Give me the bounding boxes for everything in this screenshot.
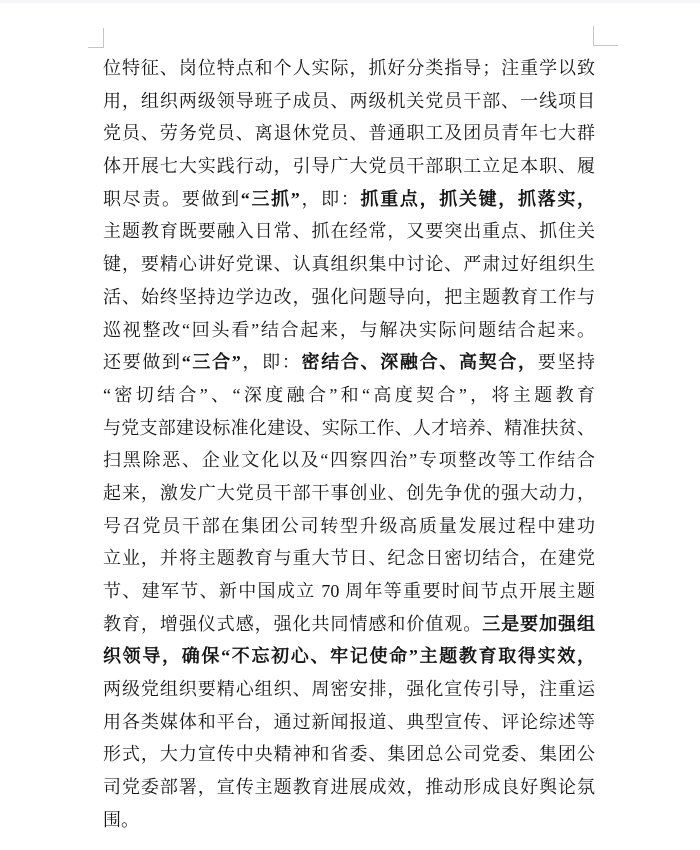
text-segment: 用，组织两级领导班子成员、两级机关党员干部、一线项目 xyxy=(103,90,595,111)
text-line xyxy=(103,281,595,314)
text-segment: 司党委部署，宣传主题教育进展成效，推动形成良好舆论氛 xyxy=(103,777,595,798)
text-segment: ，即： xyxy=(240,352,302,373)
text-segment: 号召党员干部在集团公司转型升级高质量发展过程中建功 xyxy=(103,515,595,536)
text-segment: 党员、劳务党员、离退休党员、普通职工及团员青年七大群 xyxy=(103,123,595,144)
text-segment: 体开展七大实践行动，引导广大党员干部职工立足本职、履 xyxy=(103,156,595,177)
text-line xyxy=(103,673,595,706)
text-line xyxy=(103,706,595,739)
text-segment: 围。 xyxy=(103,809,139,830)
text-segment: ，即： xyxy=(299,188,361,209)
text-segment-bold: “三合” xyxy=(181,352,241,373)
document-text[interactable] xyxy=(103,52,595,837)
text-segment-bold: 抓重点，抓关键，抓落实， xyxy=(360,188,596,209)
text-line xyxy=(103,117,595,150)
text-line xyxy=(103,150,595,183)
text-segment: 教育，增强仪式感，强化共同情感和价值观。 xyxy=(103,613,483,634)
text-line xyxy=(103,314,595,347)
text-line xyxy=(103,738,595,771)
text-line xyxy=(103,379,595,412)
text-segment: “密切结合”、“深度融合”和“高度契合”，将主题教育 xyxy=(103,384,595,405)
text-segment: 节、建军节、新中国成立 70 周年等重要时间节点开展主题 xyxy=(103,581,595,601)
text-segment: 主题教育既要融入日常、抓在经常，又要突出重点、抓住关 xyxy=(103,221,595,242)
text-segment: 活、始终坚持边学边改，强化问题导向，把主题教育工作与 xyxy=(103,286,595,307)
text-segment: 还要做到 xyxy=(103,352,182,373)
text-line xyxy=(103,52,595,85)
text-line xyxy=(103,215,595,248)
text-line xyxy=(103,510,595,543)
text-segment: 巡视整改“回头看”结合起来，与解决实际问题结合起来。 xyxy=(103,319,595,340)
window-top-edge xyxy=(0,0,700,3)
text-line xyxy=(103,771,595,804)
text-segment: 要坚持 xyxy=(537,352,596,373)
text-line xyxy=(103,346,595,379)
text-segment: 形式，大力宣传中央精神和省委、集团总公司党委、集团公 xyxy=(103,744,595,765)
text-segment-bold: 三是要加强组 xyxy=(482,613,596,634)
text-line xyxy=(103,542,595,575)
text-segment: 位特征、岗位特点和个人实际，抓好分类指导；注重学以致 xyxy=(103,58,595,78)
text-line xyxy=(103,477,595,510)
text-segment: 用各类媒体和平台，通过新闻报道、典型宣传、评论综述等 xyxy=(103,711,595,732)
text-line xyxy=(103,183,595,216)
text-line xyxy=(103,608,595,641)
text-segment: 立业，并将主题教育与重大节日、纪念日密切结合，在建党 xyxy=(103,548,595,569)
text-line xyxy=(103,444,595,477)
text-line xyxy=(103,804,595,837)
text-segment: 键，要精心讲好党课、认真组织集中讨论、严肃过好组织生 xyxy=(103,254,595,275)
text-segment: 扫黑除恶、企业文化以及“四察四治”专项整改等工作结合 xyxy=(103,450,595,471)
text-segment-bold: “三抓” xyxy=(240,188,300,209)
text-segment: 职尽责。要做到 xyxy=(103,188,241,209)
text-line xyxy=(103,248,595,281)
text-line xyxy=(103,85,595,118)
margin-mark-top-left xyxy=(88,28,104,48)
text-line xyxy=(103,640,595,673)
margin-mark-top-right xyxy=(593,26,618,46)
text-segment: 两级党组织要精心组织、周密安排，强化宣传引导，注重运 xyxy=(103,679,595,700)
text-segment: 与党支部建设标准化建设、实际工作、人才培养、精准扶贫、 xyxy=(103,417,595,438)
text-line xyxy=(103,575,595,608)
text-segment-bold: 密结合、深融合、高契合， xyxy=(301,352,538,373)
text-segment-bold: 织领导，确保“不忘初心、牢记使命”主题教育取得实效， xyxy=(103,646,595,667)
text-segment: 起来，激发广大党员干部干事创业、创先争优的强大动力， xyxy=(103,482,595,503)
text-line xyxy=(103,412,595,445)
